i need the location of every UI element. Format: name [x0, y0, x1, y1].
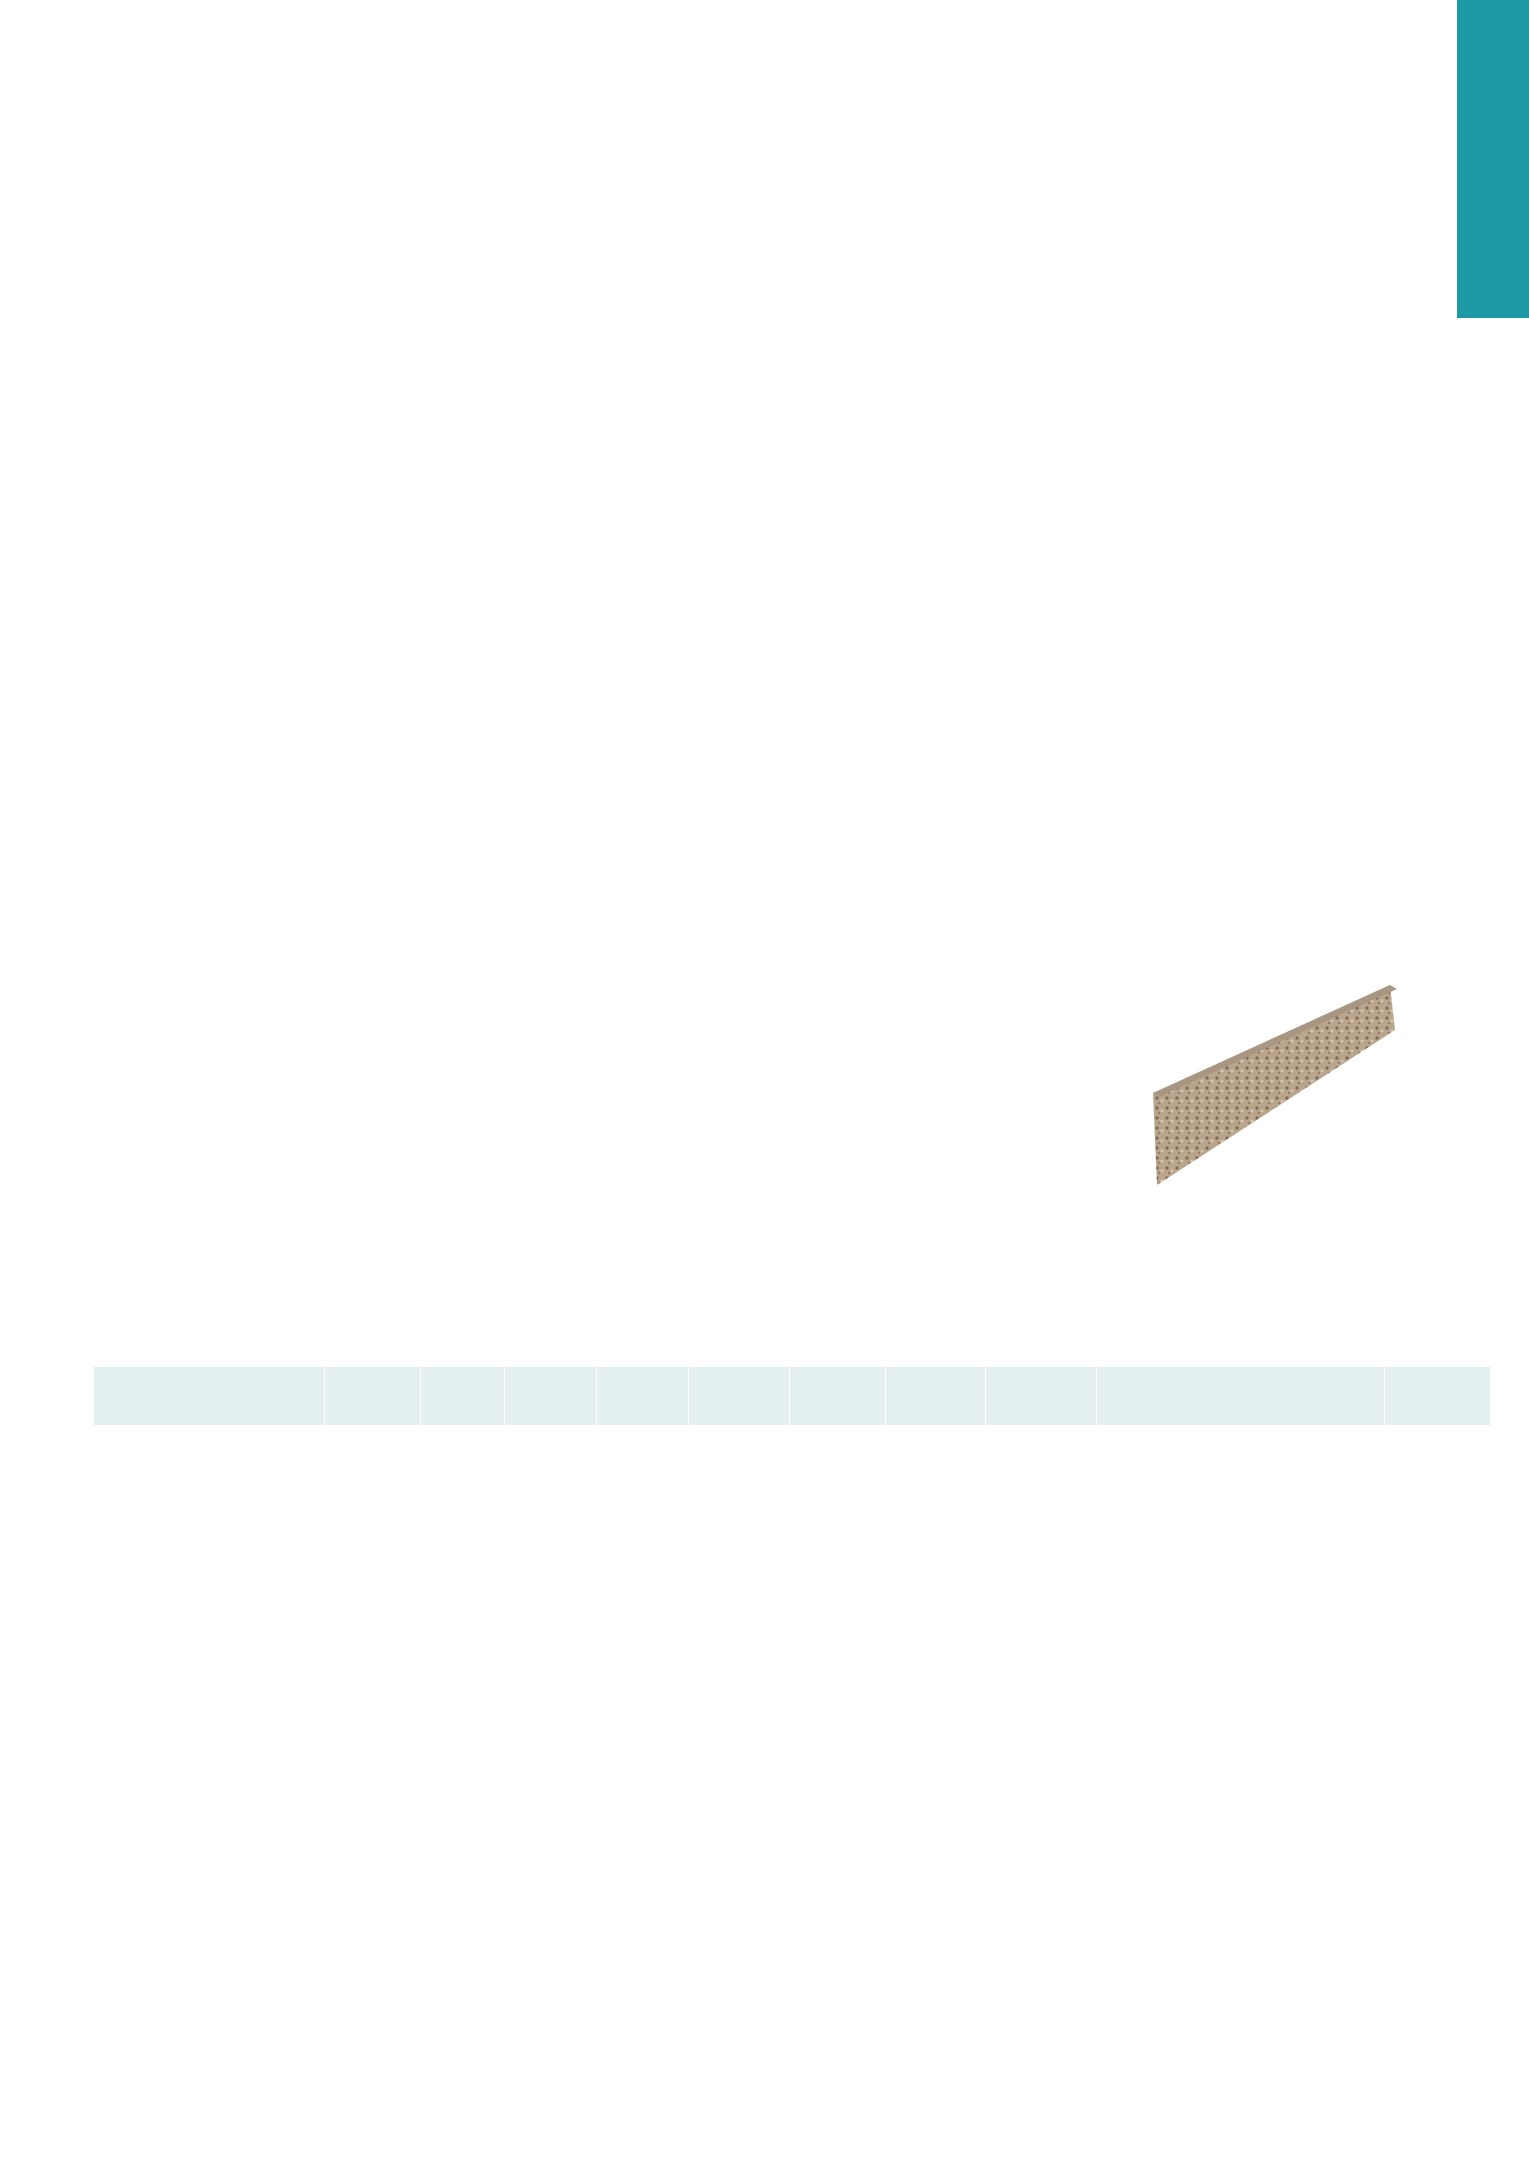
spec-table-header	[94, 1367, 1491, 1426]
th-height	[421, 1367, 505, 1426]
th-marker	[325, 1367, 421, 1426]
th-weight	[689, 1367, 790, 1426]
spec-table	[93, 1366, 1491, 1426]
footnote	[93, 2060, 99, 2078]
th-unit	[597, 1367, 689, 1426]
th-pallet	[885, 1367, 986, 1426]
th-surface	[1385, 1367, 1491, 1426]
th-dims	[505, 1367, 597, 1426]
th-name	[94, 1367, 325, 1426]
side-tab	[1457, 0, 1529, 318]
th-weight-pack	[986, 1367, 1096, 1426]
th-consumption	[789, 1367, 885, 1426]
washed-curb-image	[1145, 975, 1405, 1195]
th-colors	[1096, 1367, 1385, 1426]
